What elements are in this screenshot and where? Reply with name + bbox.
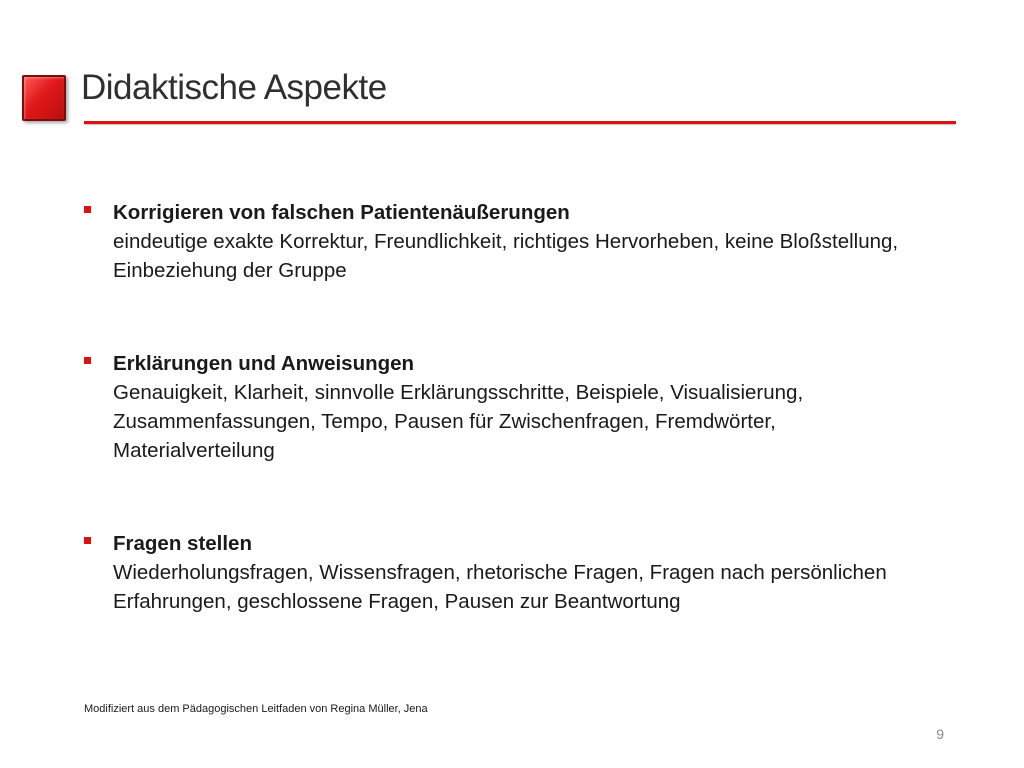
slide-title: Didaktische Aspekte (81, 68, 387, 107)
square-bullet-icon (84, 206, 91, 213)
square-bullet-icon (84, 537, 91, 544)
title-square-icon (22, 75, 66, 121)
page-number: 9 (936, 726, 944, 742)
bullet-item (84, 529, 914, 616)
bullet-heading: Fragen stellen (113, 532, 252, 555)
bullet-list (84, 198, 914, 616)
square-bullet-icon (84, 357, 91, 364)
bullet-text: eindeutige exakte Korrektur, Freundlichkeit, richtiges Hervorheben, keine Bloßstellung, Einbeziehung der Gruppe (113, 230, 899, 282)
bullet-text: Genauigkeit, Klarheit, sinnvolle Erklärungsschritte, Beispiele, Visualisierung, Zusammenfassungen, Tempo, Pausen für Zwischenfragen, Fremdwörter, Materialverteilung (113, 381, 804, 462)
bullet-text: Wiederholungsfragen, Wissensfragen, rhetorische Fragen, Fragen nach persönlichen Erfahrungen, geschlossene Fragen, Pausen zur Beantwortung (113, 561, 887, 613)
bullet-item (84, 349, 914, 465)
bullet-item (84, 198, 914, 285)
bullet-heading: Erklärungen und Anweisungen (113, 352, 415, 375)
source-note: Modifiziert aus dem Pädagogischen Leitfaden von Regina Müller, Jena (84, 703, 428, 715)
bullet-heading: Korrigieren von falschen Patientenäußerungen (113, 201, 570, 224)
title-underline (84, 121, 956, 124)
